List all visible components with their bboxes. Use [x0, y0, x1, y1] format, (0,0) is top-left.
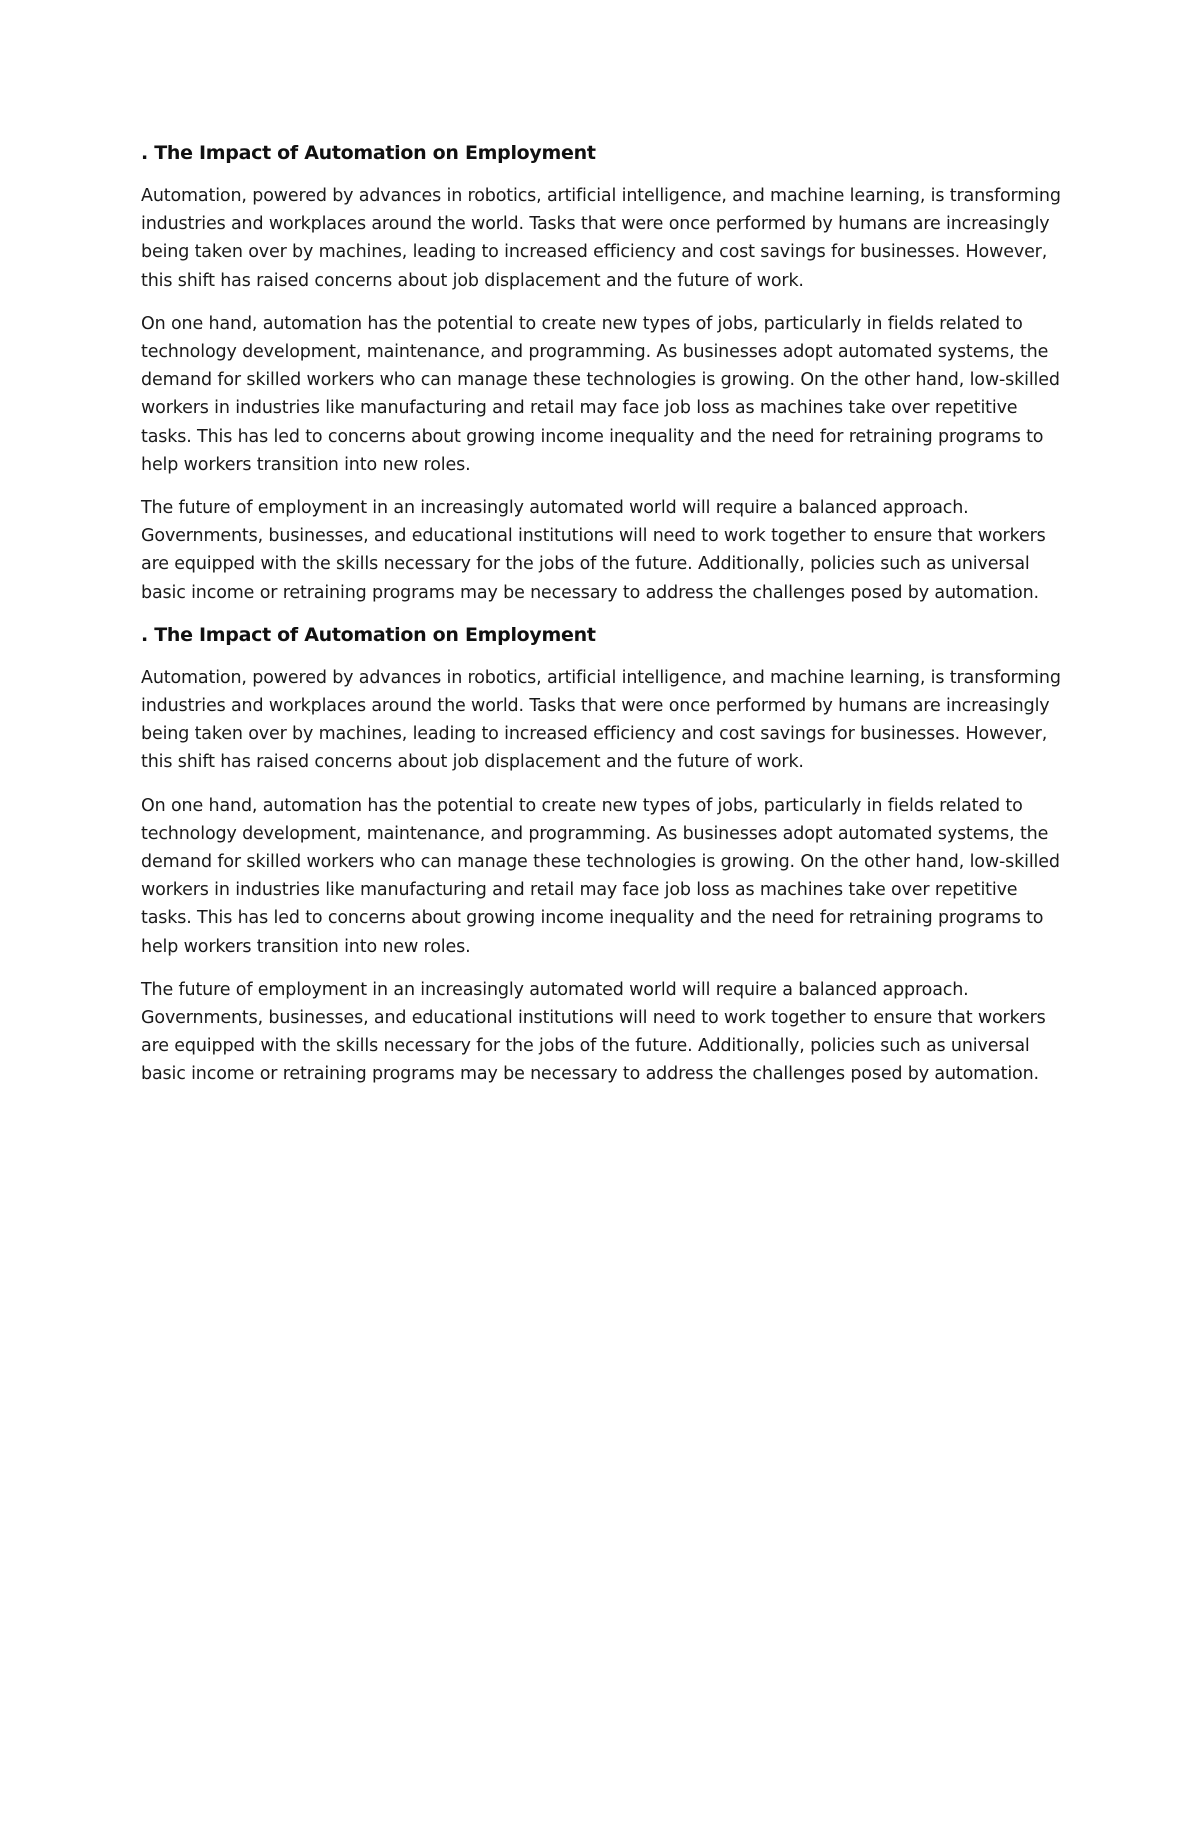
document-body: [141, 140, 1066, 1104]
paragraph: On one hand, automation has the potential to create new types of jobs, particularly in fields related to technology development, maintenance, and programming. As businesses adopt automated systems, the demand for skilled workers who can manage these technologies is growing. On the other hand, low-skilled workers in industries like manufacturing and retail may face job loss as machines take over repetitive tasks. This has led to concerns about growing income inequality and the need for retraining programs to help workers transition into new roles.: [141, 795, 1060, 957]
paragraph: Automation, powered by advances in robotics, artificial intelligence, and machine learning, is transforming industries and workplaces around the world. Tasks that were once performed by humans are increasingly being taken over by machines, leading to increased efficiency and cost savings for businesses. However, this shift has raised concerns about job displacement and the future of work.: [141, 186, 1061, 291]
section-heading: . The Impact of Automation on Employment: [141, 142, 596, 164]
section-heading: . The Impact of Automation on Employment: [141, 623, 596, 646]
paragraph: On one hand, automation has the potential to create new types of jobs, particularly in fields related to technology development, maintenance, and programming. As businesses adopt automated systems, the demand for skilled workers who can manage these technologies is growing. On the other hand, low-skilled workers in industries like manufacturing and retail may face job loss as machines take over repetitive tasks. This has led to concerns about growing income inequality and the need for retraining programs to help workers transition into new roles.: [141, 313, 1060, 475]
section-2: [141, 622, 1066, 1089]
paragraph: The future of employment in an increasingly automated world will require a balanced approach. Governments, businesses, and educational institutions will need to work together to ensure that workers are equipped with the skills necessary for the jobs of the future. Additionally, policies such as universal basic income or retraining programs may be necessary to address the challenges posed by automation.: [141, 979, 1046, 1085]
section-1: [141, 140, 1066, 607]
paragraph: Automation, powered by advances in robotics, artificial intelligence, and machine learning, is transforming industries and workplaces around the world. Tasks that were once performed by humans are increasingly being taken over by machines, leading to increased efficiency and cost savings for businesses. However, this shift has raised concerns about job displacement and the future of work.: [141, 667, 1061, 773]
paragraph: The future of employment in an increasingly automated world will require a balanced approach. Governments, businesses, and educational institutions will need to work together to ensure that workers are equipped with the skills necessary for the jobs of the future. Additionally, policies such as universal basic income or retraining programs may be necessary to address the challenges posed by automation.: [141, 498, 1046, 603]
